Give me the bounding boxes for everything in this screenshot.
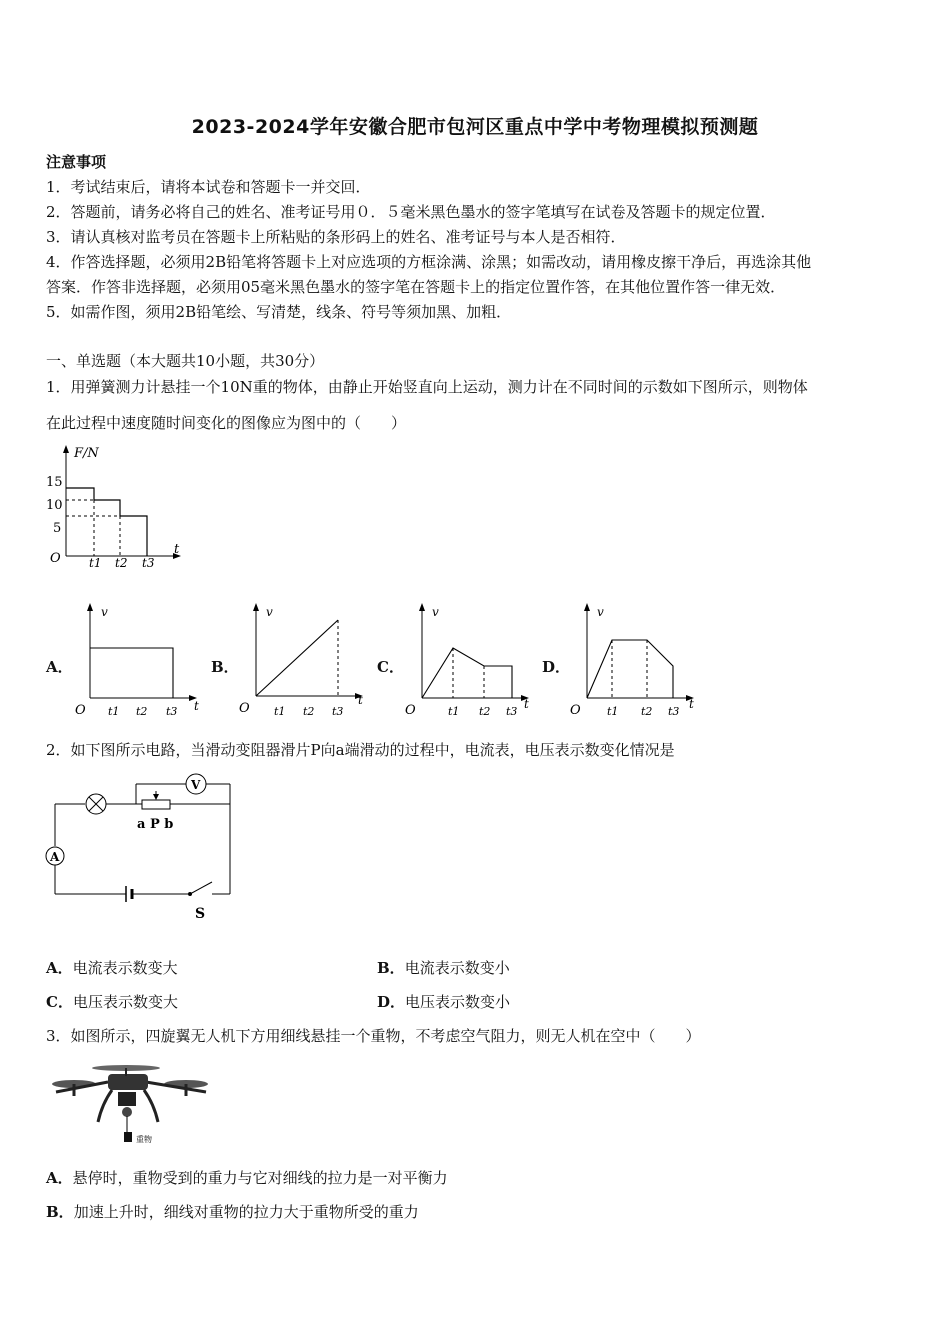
v-axis-label: v [597,605,604,619]
option-letter: C． [46,993,73,1011]
v-axis-label: v [101,605,108,619]
q1-option-d-graph[interactable] [567,600,702,720]
t3-label: t3 [166,705,178,718]
q1-option-c-letter[interactable]: C． [377,658,404,676]
option-text: 电流表示数变小 [404,959,510,977]
origin-label: O [239,701,250,716]
q1-option-b-graph[interactable] [236,600,371,720]
ammeter-label: A [50,850,60,864]
force-ytick: 15 [46,475,63,490]
t3-label: t3 [332,705,344,718]
q2-option-b[interactable] [377,958,510,978]
v-axis-label: v [432,605,439,619]
option-letter: B． [46,1203,74,1221]
t1-label: t1 [607,705,619,718]
option-text: 电压表示数变小 [405,993,511,1011]
q2-option-d[interactable] [377,992,510,1012]
t2-label: t2 [136,705,148,718]
t3-label: t3 [668,705,680,718]
force-ylabel: F/N [74,446,99,461]
force-ytick: 5 [53,521,62,536]
origin-label: O [570,703,581,718]
circuit-diagram [40,766,245,926]
t2-label: t2 [641,705,653,718]
t1-label: t1 [274,705,286,718]
option-text: 电流表示数变大 [72,959,178,977]
q1-option-c-graph[interactable] [402,600,537,720]
drone-figure [46,1060,216,1152]
force-xtick: t2 [115,556,128,570]
notice-item: 5．如需作图，须用2B铅笔绘、写清楚，线条、符号等须加黑、加粗． [46,303,512,321]
q1-option-d-letter[interactable]: D． [542,658,571,676]
slider-labels: a P b [137,817,174,832]
option-letter: D． [377,993,406,1011]
force-ytick: 10 [46,498,63,513]
voltmeter-label: V [191,778,201,792]
q3-option-b[interactable] [46,1202,419,1222]
q3-stem: 3．如图所示，四旋翼无人机下方用细线悬挂一个重物，不考虑空气阻力，则无人机在空中（ ） [46,1027,701,1045]
section-heading: 一、单选题（本大题共10小题，共30分） [46,352,325,370]
t-axis-label: t [194,699,199,713]
q2-stem: 2．如下图所示电路，当滑动变阻器滑片P向a端滑动的过程中，电流表，电压表示数变化情况是 [46,741,675,759]
q3-option-a[interactable] [46,1168,448,1188]
force-origin: O [50,551,61,566]
page-title: 2023-2024学年安徽合肥市包河区重点中学中考物理模拟预测题 [191,116,759,138]
t3-label: t3 [506,705,518,718]
force-xtick: t1 [89,556,102,570]
q1-option-a-letter[interactable]: A． [46,658,73,676]
notice-item: 3．请认真核对监考员在答题卡上所粘贴的条形码上的姓名、准考证号与本人是否相符． [46,228,626,246]
notice-heading: 注意事项 [46,153,107,171]
notice-item: 4．作答选择题，必须用2B铅笔将答题卡上对应选项的方框涂满、涂黑；如需改动，请用橡皮擦干净后，再选涂其他 [46,253,812,271]
q1-stem-line2: 在此过程中速度随时间变化的图像应为图中的（ ） [46,414,407,432]
t2-label: t2 [479,705,491,718]
notice-item: 1．考试结束后，请将本试卷和答题卡一并交回． [46,178,371,196]
t1-label: t1 [108,705,120,718]
option-text: 电压表示数变大 [72,993,178,1011]
notice-item: 答案．作答非选择题，必须用05毫米黑色墨水的签字笔在答题卡上的指定位置作答，在其他位置作答一律无效． [46,278,786,296]
force-xlabel: t [174,542,180,557]
option-text: 悬停时，重物受到的重力与它对细线的拉力是一对平衡力 [72,1169,448,1187]
t-axis-label: t [689,697,694,711]
option-letter: A． [46,1169,73,1187]
option-letter: B． [377,959,405,977]
origin-label: O [75,703,86,718]
t1-label: t1 [448,705,460,718]
switch-label: S [195,906,206,922]
option-letter: A． [46,959,73,977]
notice-item: 2．答题前，请务必将自己的姓名、准考证号用０．５毫米黑色墨水的签字笔填写在试卷及答题卡的规定位置． [46,203,776,221]
force-time-graph [40,440,190,575]
t-axis-label: t [524,697,529,711]
weight-label: 重物 [136,1135,152,1144]
q2-option-c[interactable] [46,992,178,1012]
q1-stem-line1: 1．用弹簧测力计悬挂一个10N重的物体，由静止开始竖直向上运动，测力计在不同时间的示数如下图所示，则物体 [46,378,808,396]
t2-label: t2 [303,705,315,718]
t-axis-label: t [358,693,363,707]
q1-option-b-letter[interactable]: B． [211,658,239,676]
origin-label: O [405,703,416,718]
force-xtick: t3 [142,556,155,570]
option-text: 加速上升时，细线对重物的拉力大于重物所受的重力 [73,1203,419,1221]
q2-option-a[interactable] [46,958,178,978]
q1-option-a-graph[interactable] [70,600,205,720]
v-axis-label: v [266,605,273,619]
